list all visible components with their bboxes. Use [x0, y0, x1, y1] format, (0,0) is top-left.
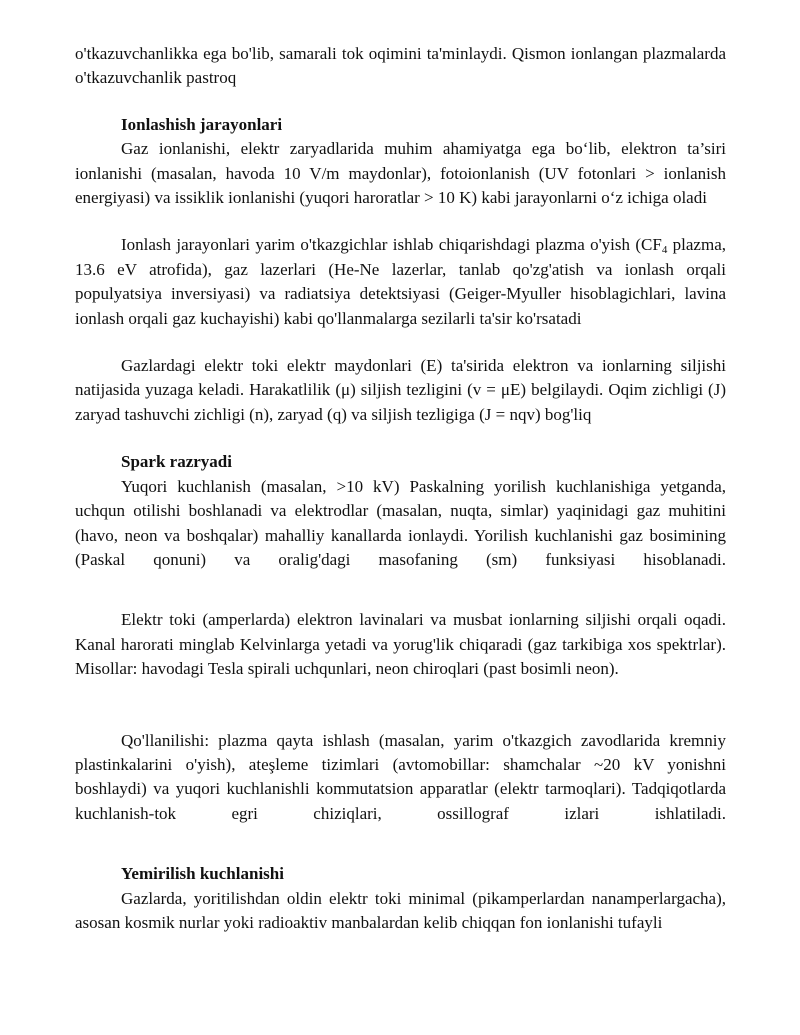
paragraph-ionization-2-text-a: Ionlash jarayonlari yarim o'tkazgichlar ishlab chiqarishdagi plazma o'yish (CF: [121, 235, 662, 255]
paragraph-ionization-1: Gaz ionlanishi, elektr zaryadlarida muhim ahamiyatga ega bo‘lib, elektron ta’siri ionlanishi (masalan, havoda 10 V/m maydonlar), fotoionlanish (UV fotonlari > ionlanish energiyasi) va issiklik ionlanishi (yuqori haroratlar > 10 K) kabi jarayonlarni o‘z ichiga oladi: [75, 139, 726, 208]
document-page: [75, 42, 726, 935]
paragraph-ionization-3: Gazlardagi elektr toki elektr maydonlari (E) ta'sirida elektron va ionlarning siljishi natijasida yuzaga keladi. Harakatlilik (μ) siljish tezligini (v = μE) belgilaydi. Oqim zichligi (J) zaryad tashuvchi zichligi (n), zaryad (q) va siljish tezligiga (J = nqv) bog'liq: [75, 356, 726, 424]
paragraph-intro: o'tkazuvchanlikka ega bo'lib, samarali tok oqimini ta'minlaydi. Qismon ionlangan plazmalarda o'tkazuvchanlik pastroq: [75, 44, 726, 88]
paragraph-spark-3: Qo'llanilishi: plazma qayta ishlash (masalan, yarim o'tkazgich zavodlarida kremniy plastinkalarini o'yish), ateşleme tizimlari (avtomobillar: shamchalar ~20 kV yonishni boshlaydi) va yuqori kuchlanishli kommutatsion apparatlar (elektr tarmoqlari). Tadqiqotlarda kuchlanish-tok egri chiziqlari, ossillograf izlari ishlatiladi.: [75, 730, 726, 823]
heading-spark: Spark razryadi: [121, 452, 232, 472]
paragraph-spark-1: Yuqori kuchlanish (masalan, >10 kV) Paskalning yorilish kuchlanishiga yetganda, uchqun otilishi boshlanadi va elektrodlar (masalan, nuqta, simlar) yaqinidagi gaz muhitini (havo, neon va boshqalar) mahalliy kanallarda ionlaydi. Yorilish kuchlanishi gaz bosimining (Paskal qonuni) va oralig'dagi masofaning (sm) funksiyasi hisoblanadi.: [75, 476, 726, 569]
paragraph-ionization-2-text-b: plazma, 13.6 eV atrofida), gaz lazerlari (He-Ne lazerlar, tanlab qo'zg'atish va ionlash orqali populyatsiya inversiyasi) va radiatsiya detektsiyasi (Geiger-Myuller hisoblagichlari, lavina ionlash orqali gaz kuchayishi) kabi qo'llanmalarga sezilarli ta'sir ko'rsatadi: [75, 235, 726, 328]
paragraph-ionization-2: [75, 233, 726, 331]
heading-ionization: Ionlashish jarayonlari: [121, 114, 283, 134]
heading-breakdown: Yemirilish kuchlanishi: [121, 864, 284, 884]
paragraph-breakdown-1: Gazlarda, yoritilishdan oldin elektr toki minimal (pikamperlardan nanamperlargacha), asosan kosmik nurlar yoki radioaktiv manbalardan kelib chiqqan fon ionlanishi tufayli: [75, 888, 726, 932]
subscript-4: 4: [661, 244, 668, 257]
paragraph-spark-2: Elektr toki (amperlarda) elektron lavinalari va musbat ionlarning siljishi orqali oqadi. Kanal harorati minglab Kelvinlarga yetadi va yorug'lik chiqaradi (gaz tarkibiga xos spektrlar). Misollar: havodagi Tesla spirali uchqunlari, neon chiroqlari (past bosimli neon).: [75, 610, 726, 679]
